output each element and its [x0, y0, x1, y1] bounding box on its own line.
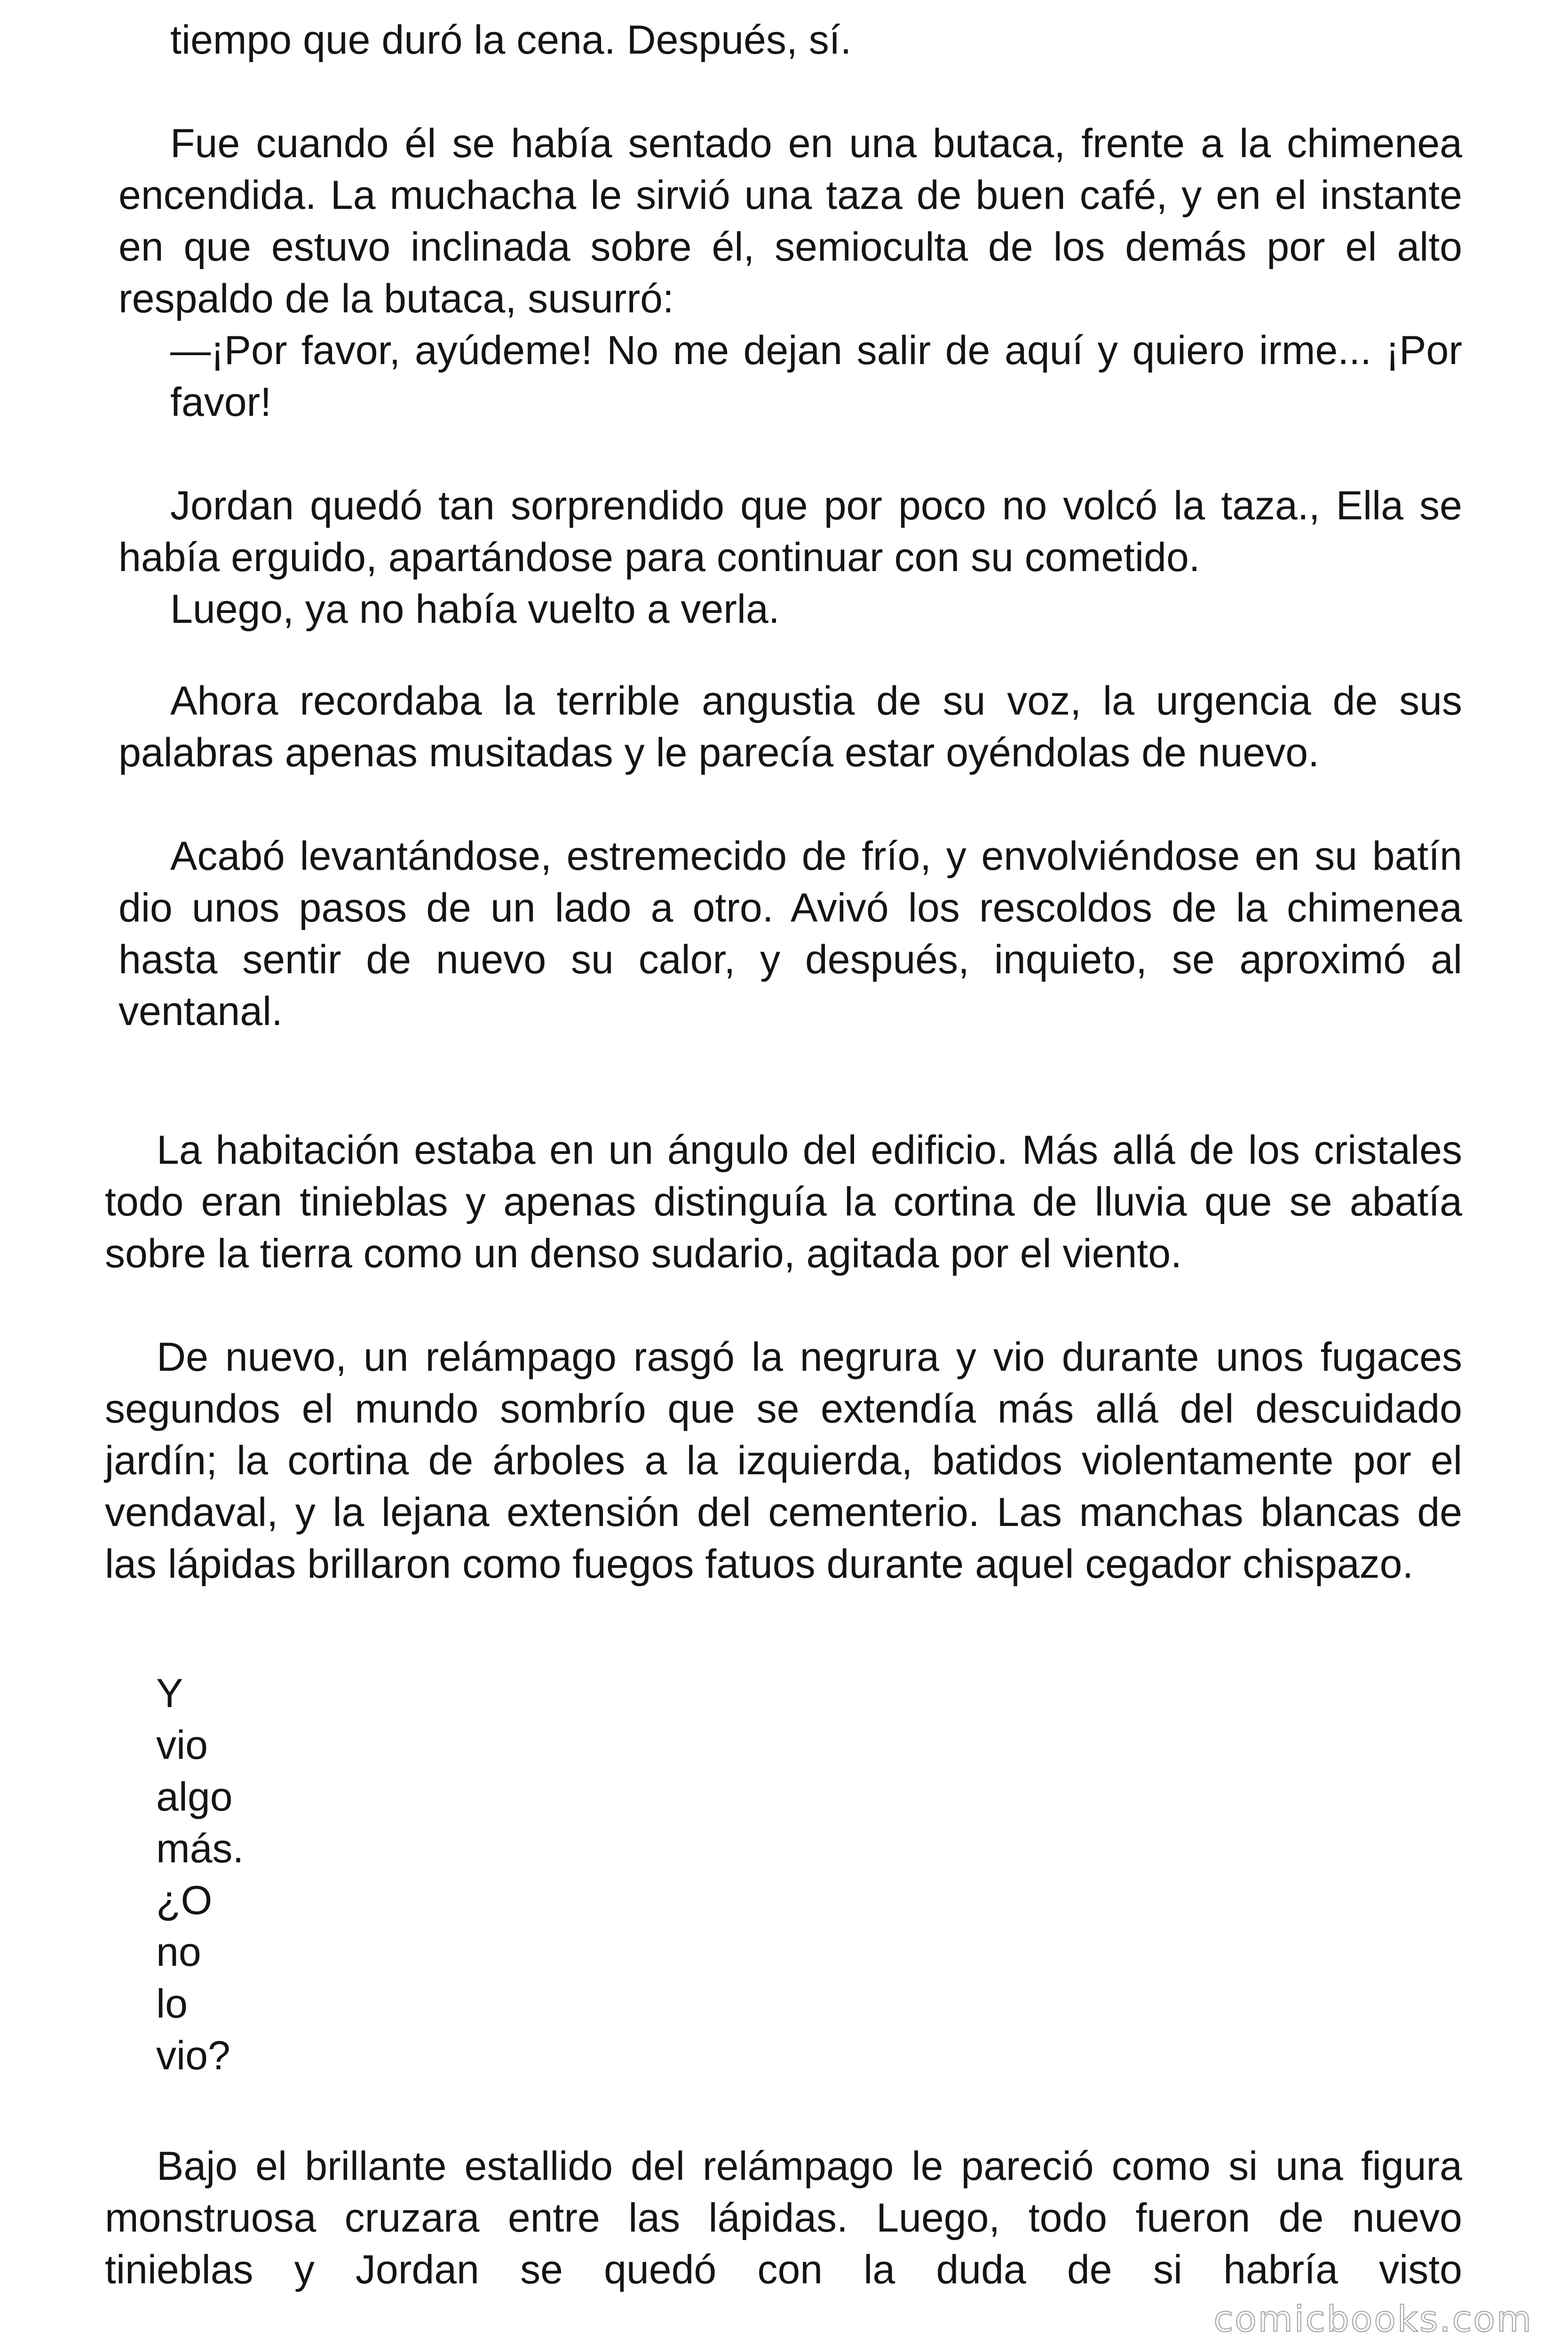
- paragraph-3: Jordan quedó tan sorprendido que por poco no volcó la taza., Ella se había erguido, apartándose para continuar con su cometido. Luego, ya no había vuelto a verla.: [119, 483, 1462, 632]
- vertical-word: más.: [156, 1826, 244, 1871]
- paragraph-2: Fue cuando él se había sentado en una butaca, frente a la chimenea encendida. La muchacha le sirvió una taza de buen café, y en el instante en que estuvo inclinada sobre él, semioculta de los demás por el alto respaldo de la butaca, susurró: —¡Por favor, ayúdeme! No me dejan salir de aquí y quiero irme... ¡Por favor!: [119, 118, 1462, 428]
- paragraph-8: Bajo el brillante estallido del relámpago le pareció como si una figura monstruosa cruzara entre las lápidas. Luego, todo fueron de nuevo tinieblas y Jordan se quedó con la duda de si habría visto: [105, 2144, 1462, 2292]
- vertical-word-stack: [156, 1668, 244, 2082]
- vertical-word: algo: [156, 1774, 233, 1820]
- vertical-word: ¿O: [156, 1878, 213, 1923]
- vertical-word: vio?: [156, 2033, 230, 2078]
- dialogue-line: —¡Por favor, ayúdeme! No me dejan salir de aquí y quiero irme... ¡Por favor!: [170, 328, 1462, 425]
- vertical-word: Y: [156, 1671, 183, 1716]
- paragraph-4: Ahora recordaba la terrible angustia de su voz, la urgencia de sus palabras apenas musitadas y le parecía estar oyéndolas de nuevo.: [119, 678, 1462, 775]
- paragraph-5: Acabó levantándose, estremecido de frío, y envolviéndose en su batín dio unos pasos de un lado a otro. Avivó los rescoldos de la chimenea hasta sentir de nuevo su calor, y después, inquieto, se aproximó al ventanal.: [119, 834, 1462, 1034]
- watermark-logo: comicbooks.com: [1213, 2298, 1533, 2340]
- vertical-word: lo: [156, 1981, 188, 2026]
- paragraph-7: De nuevo, un relámpago rasgó la negrura y vio durante unos fugaces segundos el mundo sombrío que se extendía más allá del descuidado jardín; la cortina de árboles a la izquierda, batidos violentamente por el vendaval, y la lejana extensión del cementerio. Las manchas blancas de las lápidas brillaron como fuegos fatuos durante aquel cegador chispazo.: [105, 1335, 1462, 1587]
- paragraph-6: La habitación estaba en un ángulo del edificio. Más allá de los cristales todo eran tinieblas y apenas distinguía la cortina de lluvia que se abatía sobre la tierra como un denso sudario, agitada por el viento.: [105, 1128, 1462, 1276]
- vertical-word: no: [156, 1930, 201, 1975]
- paragraph-1: tiempo que duró la cena. Después, sí.: [170, 17, 852, 63]
- vertical-word: vio: [156, 1723, 208, 1768]
